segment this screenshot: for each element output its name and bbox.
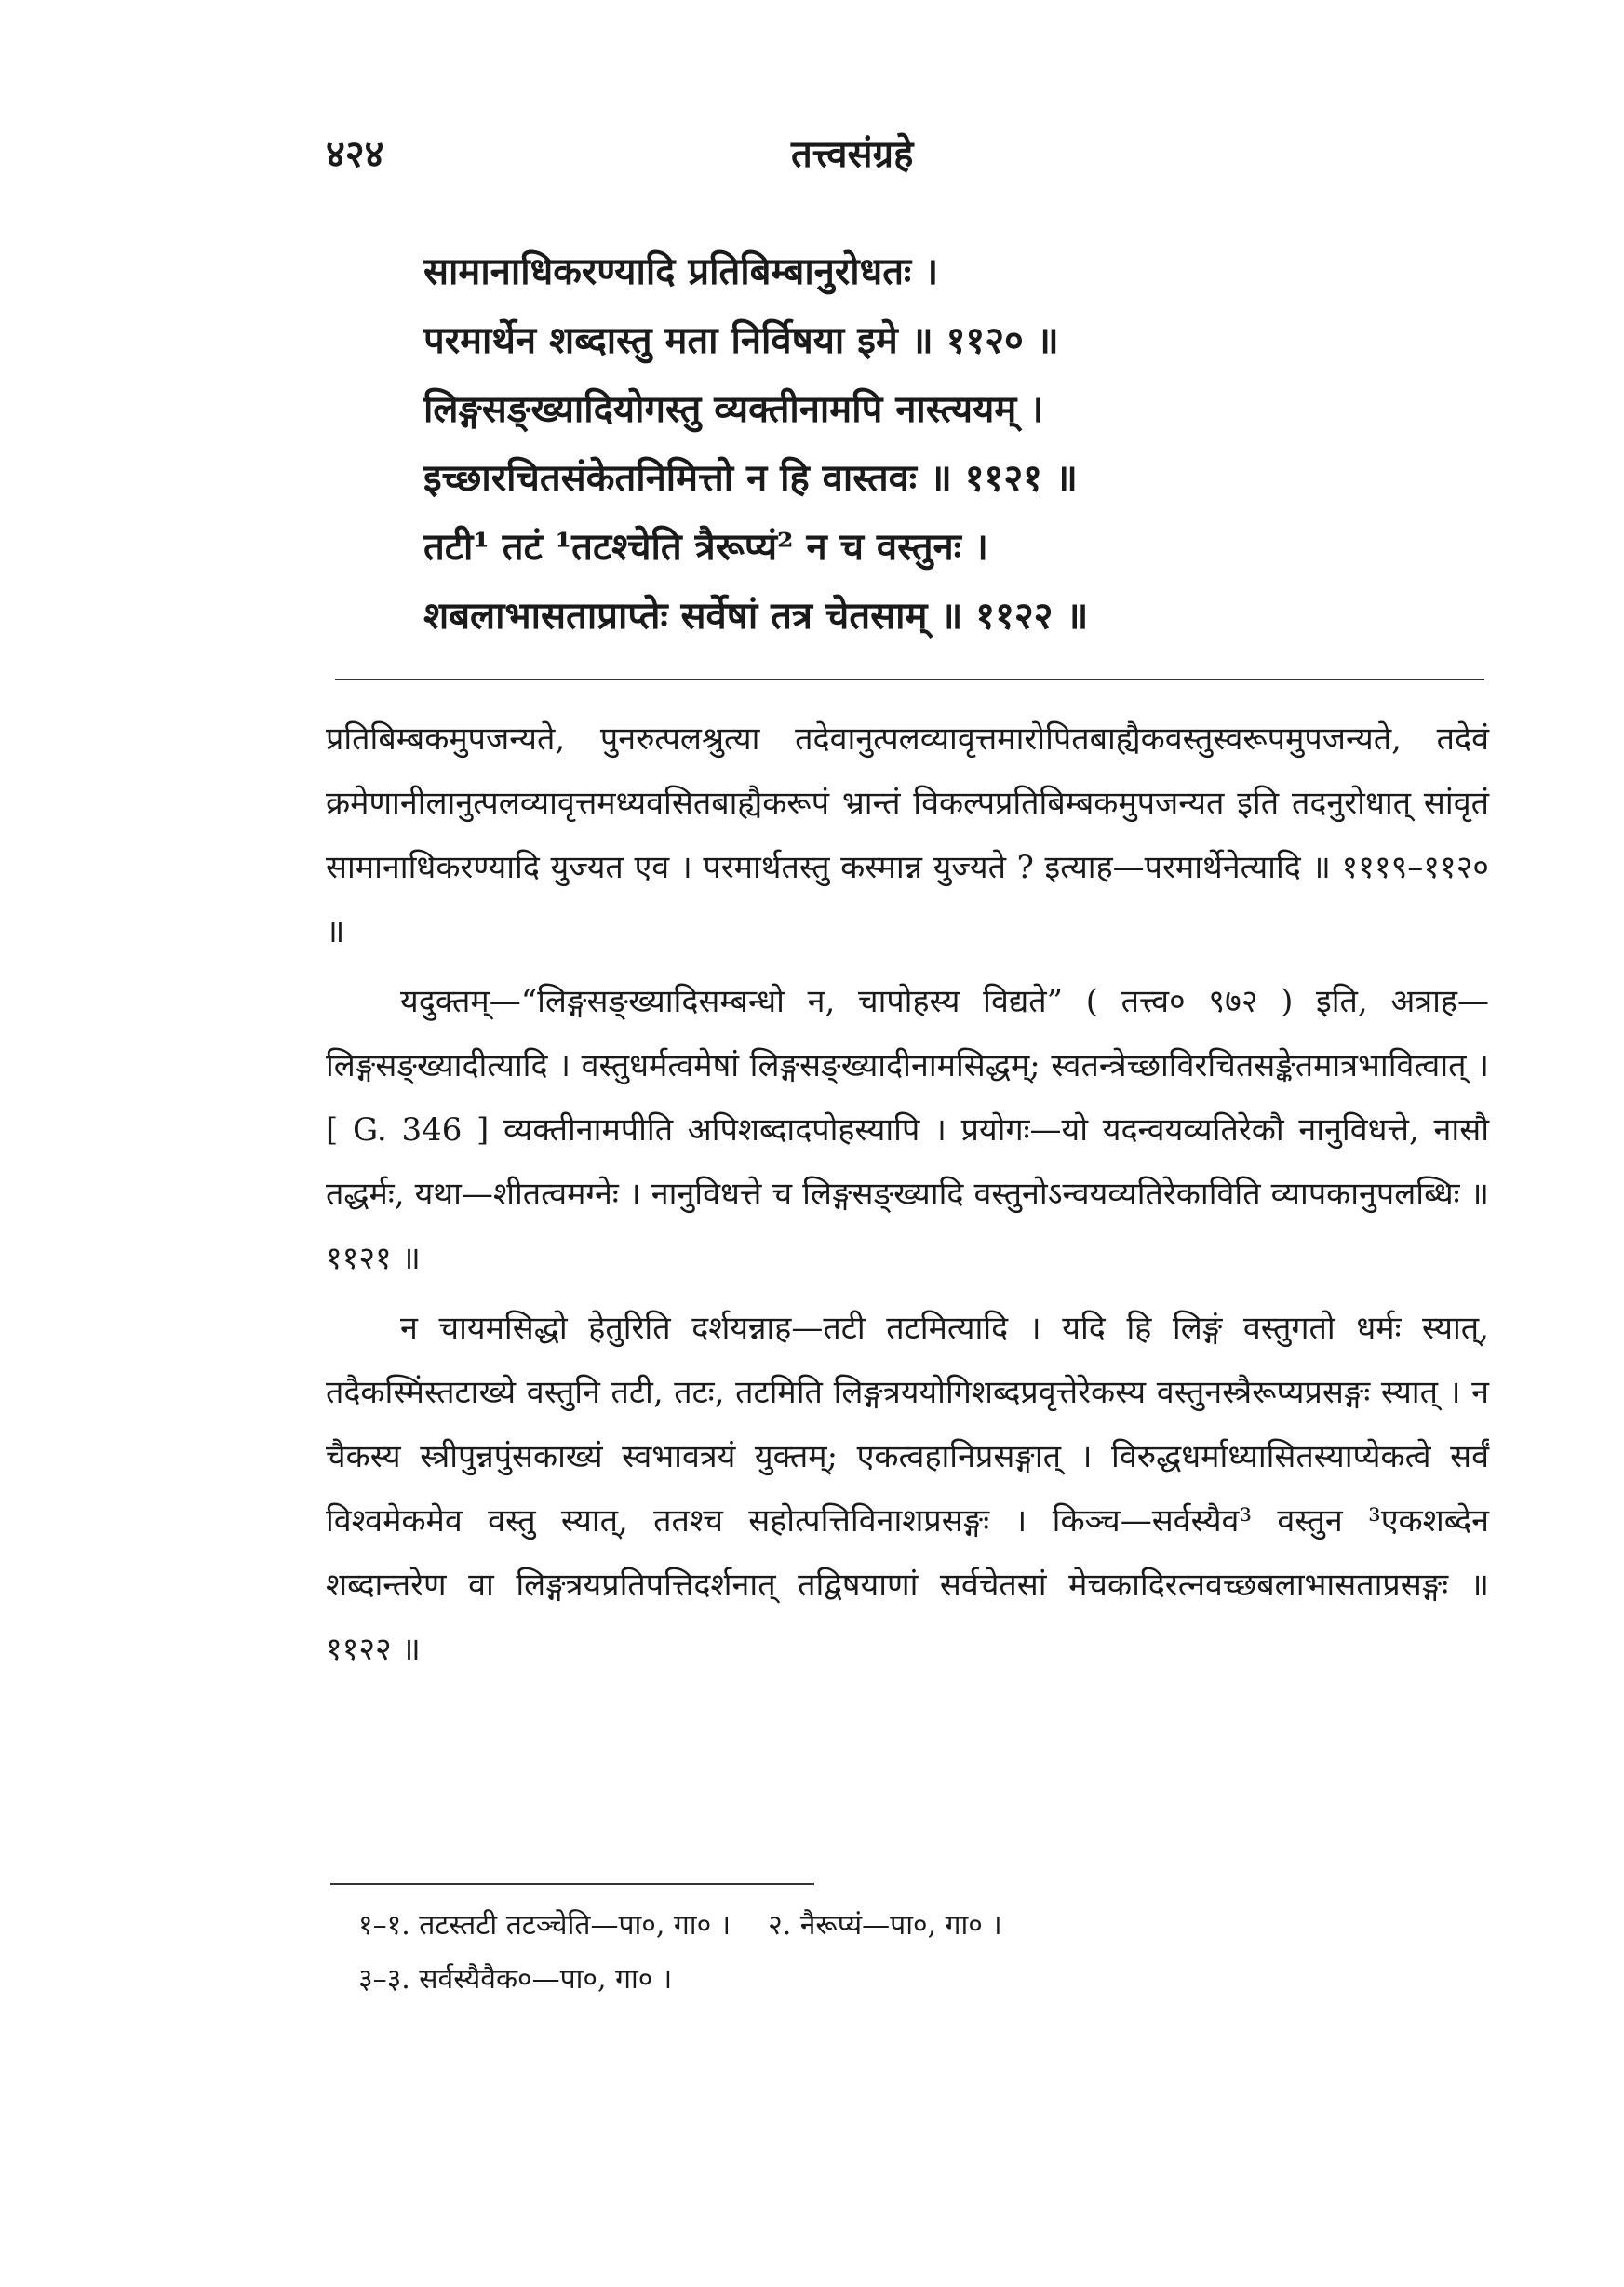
footnote-2: २. नैरूप्यं—पा०, गा० । [768, 1909, 1002, 1942]
commentary-paragraph: यदुक्तम्—“लिङ्गसङ्ख्यादिसम्बन्धो न, चापोहस्य विद्यते” ( तत्त्व० ९७२ ) इति, अत्राह—लिङ्गसङ्ख्यादीत्यादि । वस्तुधर्मत्वमेषां लिङ्गसङ्ख्यादीनामसिद्धम्; स्वतन्त्रेच्छाविरचितसङ्केतमात्रभावित्वात् । [ G. 346 ] व्यक्तीनामपीति अपिशब्दादपोहस्यापि । प्रयोगः—यो यदन्वयव्यतिरेकौ नानुविधत्ते, नासौ तद्धर्मः, यथा—शीतत्वमग्नेः । नानुविधत्ते च लिङ्गसङ्ख्यादि वस्तुनोऽन्वयव्यतिरेकाविति व्यापकानुपलब्धिः ॥ ११२१ ॥ [326, 983, 1489, 1277]
verse-line: परमार्थेन शब्दास्तु मता निर्विषया इमे ॥ ११२० ॥ [423, 318, 1059, 362]
verse-line: शबलाभासताप्राप्तेः सर्वेषां तत्र चेतसाम् ॥ ११२२ ॥ [423, 594, 1089, 638]
commentary [326, 707, 1489, 1682]
footnotes [358, 1899, 1475, 2007]
footnote-line [358, 1899, 1475, 1953]
footnote-3: ३–३. सर्वस्यैवैक०—पा०, गा० । [358, 1963, 673, 1996]
verse-divider [335, 679, 1484, 680]
page-number: ४२४ [326, 132, 384, 176]
commentary-paragraph: न चायमसिद्धो हेतुरिति दर्शयन्नाह—तटी तटमित्यादि । यदि हि लिङ्गं वस्तुगतो धर्मः स्यात्, तदैकस्मिंस्तटाख्ये वस्तुनि तटी, तटः, तटमिति लिङ्गत्रययोगिशब्दप्रवृत्तेरेकस्य वस्तुनस्त्रैरूप्यप्रसङ्गः स्यात् । न चैकस्य स्त्रीपुन्नपुंसकाख्यं स्वभावत्रयं युक्तम्; एकत्वहानिप्रसङ्गात् । विरुद्धधर्माध्यासितस्याप्येकत्वे सर्वं विश्वमेकमेव वस्तु स्यात्, ततश्च सहोत्पत्तिविनाशप्रसङ्गः । किञ्च—सर्वस्यैव³ वस्तुन ³एकशब्देन शब्दान्तरेण वा लिङ्गत्रयप्रतिपत्तिदर्शनात् तद्विषयाणां सर्वचेतसां मेचकादिरत्नवच्छबलाभासताप्रसङ्गः ॥ ११२२ ॥ [326, 1310, 1489, 1668]
commentary-paragraph: प्रतिबिम्बकमुपजन्यते, पुनरुत्पलश्रुत्या तदेवानुत्पलव्यावृत्तमारोपितबाह्यैकवस्तुस्वरूपमुपजन्यते, तदेवं क्रमेणानीलानुत्पलव्यावृत्तमध्यवसितबाह्यैकरूपं भ्रान्तं विकल्पप्रतिबिम्बकमुपजन्यत इति तदनुरोधात् सांवृतं सामानाधिकरण्यादि युज्यत एव । परमार्थतस्तु कस्मान्न युज्यते ? इत्याह—परमार्थेनेत्यादि ॥ १११९–११२० ॥ [326, 720, 1489, 950]
verse-block [423, 237, 1466, 651]
running-title: तत्त्वसंग्रहे [791, 132, 914, 176]
verse-line: लिङ्गसङ्ख्यादियोगस्तु व्यक्तीनामपि नास्त्ययम् । [423, 387, 1044, 431]
verse-line: इच्छारचितसंकेतनिमित्तो न हि वास्तवः ॥ ११२१ ॥ [423, 456, 1078, 500]
footnote-1: १–१. तटस्तटी तटञ्चेति—पा०, गा० । [358, 1909, 731, 1942]
verse-line: तटी¹ तटं ¹तटश्चेति त्रैरूप्यं² न च वस्तुनः । [423, 525, 988, 569]
footnote-divider [330, 1883, 814, 1885]
verse-line: सामानाधिकरण्यादि प्रतिबिम्बानुरोधतः । [423, 249, 939, 293]
page-header [326, 127, 1443, 182]
